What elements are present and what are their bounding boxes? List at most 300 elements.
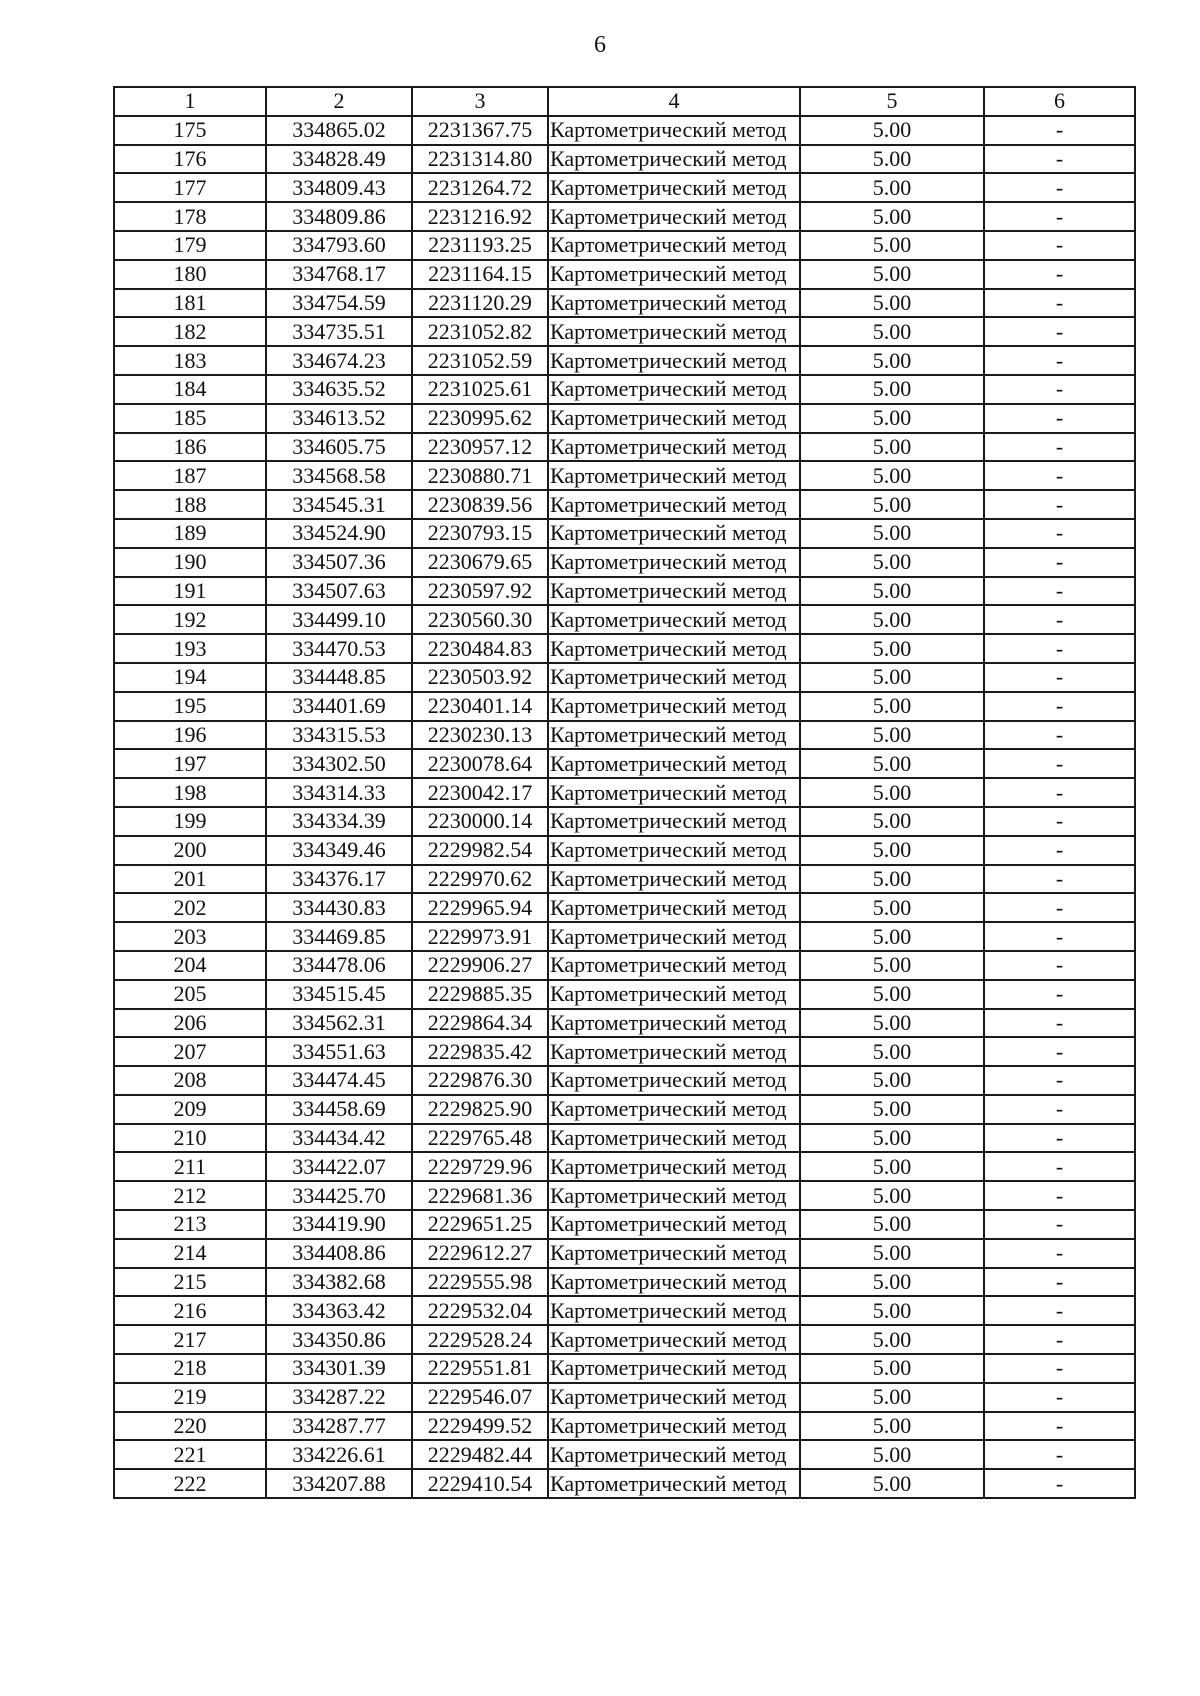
cell-note: - <box>984 404 1135 433</box>
cell-y-coordinate: 2229982.54 <box>412 836 548 865</box>
cell-method: Картометрический метод <box>548 1239 800 1268</box>
cell-y-coordinate: 2229970.62 <box>412 865 548 894</box>
cell-y-coordinate: 2230401.14 <box>412 692 548 721</box>
cell-note: - <box>984 1440 1135 1469</box>
cell-point-number: 192 <box>114 605 266 634</box>
cell-method: Картометрический метод <box>548 375 800 404</box>
cell-note: - <box>984 605 1135 634</box>
cell-point-number: 213 <box>114 1210 266 1239</box>
table-row <box>114 375 1135 404</box>
cell-method: Картометрический метод <box>548 173 800 202</box>
table-row <box>114 404 1135 433</box>
cell-method: Картометрический метод <box>548 1440 800 1469</box>
cell-point-number: 196 <box>114 721 266 750</box>
table-row <box>114 1124 1135 1153</box>
cell-y-coordinate: 2230560.30 <box>412 605 548 634</box>
cell-y-coordinate: 2229765.48 <box>412 1124 548 1153</box>
cell-x-coordinate: 334226.61 <box>266 1440 412 1469</box>
cell-y-coordinate: 2230503.92 <box>412 663 548 692</box>
cell-y-coordinate: 2230839.56 <box>412 490 548 519</box>
cell-point-number: 175 <box>114 116 266 145</box>
cell-method: Картометрический метод <box>548 836 800 865</box>
cell-point-number: 194 <box>114 663 266 692</box>
cell-x-coordinate: 334635.52 <box>266 375 412 404</box>
table-row <box>114 1152 1135 1181</box>
cell-y-coordinate: 2231367.75 <box>412 116 548 145</box>
cell-x-coordinate: 334430.83 <box>266 893 412 922</box>
cell-y-coordinate: 2231052.82 <box>412 317 548 346</box>
cell-point-number: 190 <box>114 548 266 577</box>
cell-point-number: 220 <box>114 1412 266 1441</box>
cell-point-number: 185 <box>114 404 266 433</box>
table-row <box>114 1066 1135 1095</box>
cell-accuracy: 5.00 <box>800 1469 984 1498</box>
cell-note: - <box>984 461 1135 490</box>
cell-point-number: 178 <box>114 202 266 231</box>
cell-y-coordinate: 2231264.72 <box>412 173 548 202</box>
cell-x-coordinate: 334301.39 <box>266 1354 412 1383</box>
cell-x-coordinate: 334458.69 <box>266 1095 412 1124</box>
cell-method: Картометрический метод <box>548 865 800 894</box>
cell-y-coordinate: 2230597.92 <box>412 577 548 606</box>
table-row <box>114 490 1135 519</box>
cell-x-coordinate: 334287.77 <box>266 1412 412 1441</box>
table-row <box>114 807 1135 836</box>
cell-y-coordinate: 2230679.65 <box>412 548 548 577</box>
cell-note: - <box>984 317 1135 346</box>
cell-accuracy: 5.00 <box>800 1354 984 1383</box>
cell-point-number: 205 <box>114 980 266 1009</box>
cell-note: - <box>984 951 1135 980</box>
cell-y-coordinate: 2229651.25 <box>412 1210 548 1239</box>
cell-note: - <box>984 1239 1135 1268</box>
cell-point-number: 212 <box>114 1181 266 1210</box>
cell-point-number: 222 <box>114 1469 266 1498</box>
cell-method: Картометрический метод <box>548 692 800 721</box>
cell-note: - <box>984 577 1135 606</box>
cell-note: - <box>984 1296 1135 1325</box>
cell-point-number: 215 <box>114 1268 266 1297</box>
cell-method: Картометрический метод <box>548 778 800 807</box>
cell-accuracy: 5.00 <box>800 346 984 375</box>
cell-note: - <box>984 1354 1135 1383</box>
cell-method: Картометрический метод <box>548 893 800 922</box>
cell-point-number: 184 <box>114 375 266 404</box>
cell-y-coordinate: 2230042.17 <box>412 778 548 807</box>
cell-accuracy: 5.00 <box>800 951 984 980</box>
cell-method: Картометрический метод <box>548 461 800 490</box>
cell-method: Картометрический метод <box>548 433 800 462</box>
cell-y-coordinate: 2230995.62 <box>412 404 548 433</box>
cell-method: Картометрический метод <box>548 1181 800 1210</box>
cell-point-number: 204 <box>114 951 266 980</box>
cell-y-coordinate: 2230957.12 <box>412 433 548 462</box>
table-row <box>114 1325 1135 1354</box>
cell-note: - <box>984 260 1135 289</box>
cell-y-coordinate: 2231193.25 <box>412 231 548 260</box>
cell-x-coordinate: 334507.63 <box>266 577 412 606</box>
cell-note: - <box>984 1469 1135 1498</box>
cell-accuracy: 5.00 <box>800 634 984 663</box>
cell-note: - <box>984 1009 1135 1038</box>
cell-accuracy: 5.00 <box>800 749 984 778</box>
cell-point-number: 183 <box>114 346 266 375</box>
cell-y-coordinate: 2229973.91 <box>412 922 548 951</box>
table-row <box>114 605 1135 634</box>
cell-accuracy: 5.00 <box>800 404 984 433</box>
cell-method: Картометрический метод <box>548 317 800 346</box>
cell-y-coordinate: 2229499.52 <box>412 1412 548 1441</box>
column-header-method: 4 <box>548 87 800 116</box>
cell-y-coordinate: 2229825.90 <box>412 1095 548 1124</box>
cell-point-number: 191 <box>114 577 266 606</box>
table-row <box>114 634 1135 663</box>
cell-accuracy: 5.00 <box>800 922 984 951</box>
table-row <box>114 173 1135 202</box>
cell-y-coordinate: 2229528.24 <box>412 1325 548 1354</box>
cell-method: Картометрический метод <box>548 490 800 519</box>
cell-accuracy: 5.00 <box>800 433 984 462</box>
cell-x-coordinate: 334469.85 <box>266 922 412 951</box>
page-number: 6 <box>594 32 606 58</box>
table-row <box>114 749 1135 778</box>
cell-accuracy: 5.00 <box>800 116 984 145</box>
cell-accuracy: 5.00 <box>800 1268 984 1297</box>
cell-x-coordinate: 334425.70 <box>266 1181 412 1210</box>
cell-x-coordinate: 334613.52 <box>266 404 412 433</box>
cell-accuracy: 5.00 <box>800 807 984 836</box>
cell-accuracy: 5.00 <box>800 1210 984 1239</box>
cell-y-coordinate: 2229876.30 <box>412 1066 548 1095</box>
cell-method: Картометрический метод <box>548 634 800 663</box>
cell-y-coordinate: 2229612.27 <box>412 1239 548 1268</box>
cell-x-coordinate: 334419.90 <box>266 1210 412 1239</box>
table-row <box>114 1181 1135 1210</box>
cell-point-number: 193 <box>114 634 266 663</box>
cell-x-coordinate: 334768.17 <box>266 260 412 289</box>
cell-method: Картометрический метод <box>548 1296 800 1325</box>
cell-method: Картометрический метод <box>548 1354 800 1383</box>
cell-accuracy: 5.00 <box>800 721 984 750</box>
cell-accuracy: 5.00 <box>800 461 984 490</box>
cell-note: - <box>984 173 1135 202</box>
cell-note: - <box>984 1095 1135 1124</box>
table-row <box>114 461 1135 490</box>
cell-accuracy: 5.00 <box>800 1181 984 1210</box>
cell-accuracy: 5.00 <box>800 173 984 202</box>
table-row <box>114 893 1135 922</box>
coordinates-table <box>113 86 1136 1499</box>
cell-point-number: 180 <box>114 260 266 289</box>
cell-y-coordinate: 2229410.54 <box>412 1469 548 1498</box>
cell-x-coordinate: 334551.63 <box>266 1037 412 1066</box>
cell-x-coordinate: 334401.69 <box>266 692 412 721</box>
cell-y-coordinate: 2230000.14 <box>412 807 548 836</box>
cell-x-coordinate: 334754.59 <box>266 289 412 318</box>
cell-method: Картометрический метод <box>548 922 800 951</box>
cell-accuracy: 5.00 <box>800 1383 984 1412</box>
cell-accuracy: 5.00 <box>800 778 984 807</box>
cell-x-coordinate: 334408.86 <box>266 1239 412 1268</box>
cell-x-coordinate: 334302.50 <box>266 749 412 778</box>
cell-method: Картометрический метод <box>548 145 800 174</box>
cell-note: - <box>984 1412 1135 1441</box>
table-row <box>114 202 1135 231</box>
cell-y-coordinate: 2229965.94 <box>412 893 548 922</box>
table-body <box>114 116 1135 1498</box>
cell-note: - <box>984 865 1135 894</box>
cell-x-coordinate: 334499.10 <box>266 605 412 634</box>
cell-y-coordinate: 2231025.61 <box>412 375 548 404</box>
cell-note: - <box>984 145 1135 174</box>
cell-point-number: 181 <box>114 289 266 318</box>
cell-x-coordinate: 334349.46 <box>266 836 412 865</box>
cell-point-number: 200 <box>114 836 266 865</box>
cell-note: - <box>984 1037 1135 1066</box>
cell-y-coordinate: 2230484.83 <box>412 634 548 663</box>
cell-x-coordinate: 334422.07 <box>266 1152 412 1181</box>
cell-accuracy: 5.00 <box>800 893 984 922</box>
cell-y-coordinate: 2229532.04 <box>412 1296 548 1325</box>
cell-note: - <box>984 1268 1135 1297</box>
cell-accuracy: 5.00 <box>800 145 984 174</box>
cell-point-number: 218 <box>114 1354 266 1383</box>
cell-method: Картометрический метод <box>548 605 800 634</box>
cell-method: Картометрический метод <box>548 1124 800 1153</box>
cell-x-coordinate: 334735.51 <box>266 317 412 346</box>
cell-x-coordinate: 334524.90 <box>266 519 412 548</box>
cell-note: - <box>984 548 1135 577</box>
cell-note: - <box>984 721 1135 750</box>
table-row <box>114 721 1135 750</box>
cell-method: Картометрический метод <box>548 1009 800 1038</box>
cell-method: Картометрический метод <box>548 202 800 231</box>
header-row <box>114 87 1135 116</box>
cell-point-number: 187 <box>114 461 266 490</box>
cell-y-coordinate: 2229864.34 <box>412 1009 548 1038</box>
cell-accuracy: 5.00 <box>800 1440 984 1469</box>
cell-note: - <box>984 1181 1135 1210</box>
cell-accuracy: 5.00 <box>800 577 984 606</box>
cell-point-number: 179 <box>114 231 266 260</box>
cell-note: - <box>984 1325 1135 1354</box>
cell-x-coordinate: 334568.58 <box>266 461 412 490</box>
cell-x-coordinate: 334207.88 <box>266 1469 412 1498</box>
cell-accuracy: 5.00 <box>800 1066 984 1095</box>
cell-note: - <box>984 663 1135 692</box>
cell-note: - <box>984 980 1135 1009</box>
cell-point-number: 186 <box>114 433 266 462</box>
cell-y-coordinate: 2230078.64 <box>412 749 548 778</box>
cell-x-coordinate: 334793.60 <box>266 231 412 260</box>
cell-y-coordinate: 2231120.29 <box>412 289 548 318</box>
cell-method: Картометрический метод <box>548 1037 800 1066</box>
cell-point-number: 210 <box>114 1124 266 1153</box>
table-row <box>114 980 1135 1009</box>
cell-note: - <box>984 807 1135 836</box>
cell-y-coordinate: 2229551.81 <box>412 1354 548 1383</box>
table-row <box>114 1469 1135 1498</box>
cell-method: Картометрический метод <box>548 1268 800 1297</box>
cell-point-number: 177 <box>114 173 266 202</box>
cell-y-coordinate: 2229835.42 <box>412 1037 548 1066</box>
cell-method: Картометрический метод <box>548 346 800 375</box>
cell-y-coordinate: 2231216.92 <box>412 202 548 231</box>
cell-y-coordinate: 2231164.15 <box>412 260 548 289</box>
cell-method: Картометрический метод <box>548 1469 800 1498</box>
cell-point-number: 219 <box>114 1383 266 1412</box>
cell-point-number: 203 <box>114 922 266 951</box>
table-row <box>114 1037 1135 1066</box>
cell-note: - <box>984 634 1135 663</box>
cell-point-number: 209 <box>114 1095 266 1124</box>
cell-note: - <box>984 202 1135 231</box>
cell-note: - <box>984 289 1135 318</box>
column-header-y-coordinate: 3 <box>412 87 548 116</box>
cell-point-number: 221 <box>114 1440 266 1469</box>
cell-note: - <box>984 778 1135 807</box>
table-row <box>114 1440 1135 1469</box>
table-row <box>114 1354 1135 1383</box>
cell-method: Картометрический метод <box>548 548 800 577</box>
cell-method: Картометрический метод <box>548 1066 800 1095</box>
cell-x-coordinate: 334287.22 <box>266 1383 412 1412</box>
cell-method: Картометрический метод <box>548 807 800 836</box>
cell-accuracy: 5.00 <box>800 231 984 260</box>
cell-x-coordinate: 334470.53 <box>266 634 412 663</box>
table-row <box>114 548 1135 577</box>
table-row <box>114 865 1135 894</box>
cell-accuracy: 5.00 <box>800 836 984 865</box>
cell-note: - <box>984 519 1135 548</box>
cell-method: Картометрический метод <box>548 1383 800 1412</box>
cell-x-coordinate: 334363.42 <box>266 1296 412 1325</box>
cell-y-coordinate: 2230230.13 <box>412 721 548 750</box>
cell-method: Картометрический метод <box>548 721 800 750</box>
cell-x-coordinate: 334376.17 <box>266 865 412 894</box>
table-row <box>114 577 1135 606</box>
cell-x-coordinate: 334315.53 <box>266 721 412 750</box>
cell-accuracy: 5.00 <box>800 605 984 634</box>
cell-point-number: 201 <box>114 865 266 894</box>
cell-accuracy: 5.00 <box>800 1095 984 1124</box>
table-row <box>114 1095 1135 1124</box>
table-row <box>114 922 1135 951</box>
table-row <box>114 116 1135 145</box>
cell-x-coordinate: 334448.85 <box>266 663 412 692</box>
column-header-x-coordinate: 2 <box>266 87 412 116</box>
cell-note: - <box>984 433 1135 462</box>
cell-point-number: 176 <box>114 145 266 174</box>
cell-accuracy: 5.00 <box>800 375 984 404</box>
cell-point-number: 195 <box>114 692 266 721</box>
cell-accuracy: 5.00 <box>800 865 984 894</box>
cell-x-coordinate: 334828.49 <box>266 145 412 174</box>
cell-x-coordinate: 334507.36 <box>266 548 412 577</box>
cell-method: Картометрический метод <box>548 1325 800 1354</box>
cell-point-number: 188 <box>114 490 266 519</box>
cell-method: Картометрический метод <box>548 519 800 548</box>
cell-method: Картометрический метод <box>548 289 800 318</box>
cell-accuracy: 5.00 <box>800 1325 984 1354</box>
cell-point-number: 217 <box>114 1325 266 1354</box>
cell-point-number: 216 <box>114 1296 266 1325</box>
table-row <box>114 1412 1135 1441</box>
cell-point-number: 198 <box>114 778 266 807</box>
cell-x-coordinate: 334674.23 <box>266 346 412 375</box>
table-header <box>114 87 1135 116</box>
cell-note: - <box>984 1066 1135 1095</box>
table-row <box>114 663 1135 692</box>
cell-method: Картометрический метод <box>548 260 800 289</box>
cell-point-number: 208 <box>114 1066 266 1095</box>
table-row <box>114 1383 1135 1412</box>
cell-point-number: 189 <box>114 519 266 548</box>
cell-x-coordinate: 334478.06 <box>266 951 412 980</box>
cell-note: - <box>984 836 1135 865</box>
column-header-accuracy: 5 <box>800 87 984 116</box>
table-row <box>114 778 1135 807</box>
cell-accuracy: 5.00 <box>800 490 984 519</box>
table-row <box>114 145 1135 174</box>
cell-x-coordinate: 334809.86 <box>266 202 412 231</box>
cell-x-coordinate: 334515.45 <box>266 980 412 1009</box>
cell-y-coordinate: 2229885.35 <box>412 980 548 1009</box>
cell-method: Картометрический метод <box>548 116 800 145</box>
cell-accuracy: 5.00 <box>800 1124 984 1153</box>
cell-x-coordinate: 334334.39 <box>266 807 412 836</box>
cell-y-coordinate: 2229681.36 <box>412 1181 548 1210</box>
cell-x-coordinate: 334605.75 <box>266 433 412 462</box>
cell-accuracy: 5.00 <box>800 1239 984 1268</box>
cell-point-number: 197 <box>114 749 266 778</box>
cell-note: - <box>984 490 1135 519</box>
cell-point-number: 206 <box>114 1009 266 1038</box>
cell-note: - <box>984 692 1135 721</box>
table-row <box>114 519 1135 548</box>
cell-y-coordinate: 2230793.15 <box>412 519 548 548</box>
table-row <box>114 317 1135 346</box>
cell-y-coordinate: 2229906.27 <box>412 951 548 980</box>
cell-note: - <box>984 749 1135 778</box>
cell-point-number: 182 <box>114 317 266 346</box>
table-row <box>114 260 1135 289</box>
cell-note: - <box>984 231 1135 260</box>
cell-note: - <box>984 375 1135 404</box>
cell-accuracy: 5.00 <box>800 692 984 721</box>
cell-method: Картометрический метод <box>548 1095 800 1124</box>
cell-note: - <box>984 1210 1135 1239</box>
cell-x-coordinate: 334545.31 <box>266 490 412 519</box>
cell-note: - <box>984 922 1135 951</box>
cell-method: Картометрический метод <box>548 951 800 980</box>
cell-accuracy: 5.00 <box>800 1152 984 1181</box>
cell-x-coordinate: 334562.31 <box>266 1009 412 1038</box>
cell-y-coordinate: 2229546.07 <box>412 1383 548 1412</box>
cell-accuracy: 5.00 <box>800 1009 984 1038</box>
cell-point-number: 207 <box>114 1037 266 1066</box>
cell-note: - <box>984 1124 1135 1153</box>
cell-method: Картометрический метод <box>548 404 800 433</box>
cell-note: - <box>984 1383 1135 1412</box>
cell-x-coordinate: 334809.43 <box>266 173 412 202</box>
cell-accuracy: 5.00 <box>800 663 984 692</box>
cell-accuracy: 5.00 <box>800 548 984 577</box>
cell-accuracy: 5.00 <box>800 980 984 1009</box>
column-header-point-number: 1 <box>114 87 266 116</box>
cell-x-coordinate: 334314.33 <box>266 778 412 807</box>
cell-x-coordinate: 334382.68 <box>266 1268 412 1297</box>
